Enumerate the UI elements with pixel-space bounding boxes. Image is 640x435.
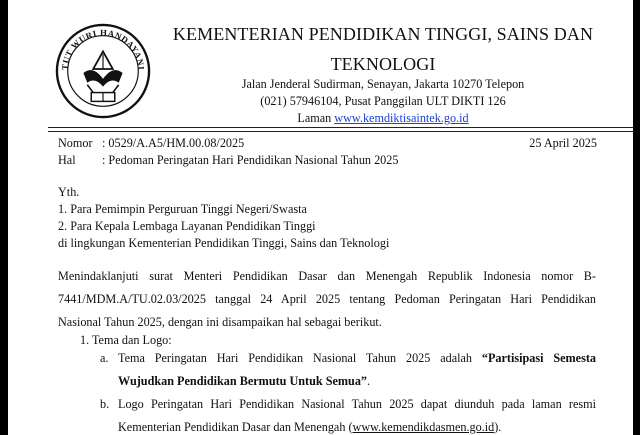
nomor-label: Nomor <box>58 136 93 150</box>
ministry-name-line2: TEKNOLOGI <box>330 54 436 74</box>
item-b-marker: b. <box>100 397 110 411</box>
recipient-line3: di lingkungan Kementerian Pendidikan Tinggi, Sains dan Teknologi <box>58 236 390 250</box>
address-line2: (021) 57946104, Pusat Panggilan ULT DIKTI 126 <box>260 94 506 108</box>
header-divider-thin <box>48 131 633 132</box>
item-a-line1-bold: “Partisipasi Semesta <box>481 351 596 365</box>
item-b-line2-suffix: ). <box>494 420 502 434</box>
item-a-text <box>118 347 596 393</box>
header-divider-thick <box>48 127 633 128</box>
meta-hal-row <box>58 152 597 169</box>
item-a-line2 <box>118 370 596 393</box>
item-b-line2 <box>118 416 596 435</box>
hal-value: : Pedoman Peringatan Hari Pendidikan Nasional Tahun 2025 <box>102 153 399 167</box>
item-a-line1-prefix: Tema Peringatan Hari Pendidikan Nasional Tahun 2025 adalah <box>118 351 482 365</box>
section-theme-logo-heading: 1. Tema dan Logo: <box>80 333 172 347</box>
item-a-line1 <box>118 347 596 370</box>
ministry-name-line1: KEMENTERIAN PENDIDIKAN TINGGI, SAINS DAN <box>172 24 594 44</box>
website-prefix: Laman <box>297 111 335 125</box>
intro-paragraph <box>58 265 596 334</box>
letter-date: 25 April 2025 <box>529 136 597 150</box>
ministry-name <box>158 20 608 78</box>
item-b-text <box>118 393 596 435</box>
item-a-line2-bold: Wujudkan Pendidikan Bermutu Untuk Semua” <box>118 374 368 388</box>
tut-wuri-handayani-logo-icon <box>54 22 152 120</box>
ministry-address <box>158 76 608 127</box>
website-link[interactable]: www.kemdiktisaintek.go.id <box>334 111 469 125</box>
svg-text:TUT WURI HANDAYANI: TUT WURI HANDAYANI <box>59 27 147 71</box>
item-a-marker: a. <box>100 351 109 365</box>
letter-page <box>8 0 633 435</box>
para-line3: Nasional Tahun 2025, dengan ini disampaikan hal sebagai berikut. <box>58 315 382 329</box>
recipient-line2: 2. Para Kepala Lembaga Layanan Pendidikan Tinggi <box>58 219 316 233</box>
recipient-line1: 1. Para Pemimpin Perguruan Tinggi Negeri/Swasta <box>58 202 307 216</box>
item-b-line2-prefix: Kementerian Pendidikan Dasar dan Menengah ( <box>118 420 353 434</box>
para-line2: 7441/MDM.A/TU.02.03/2025 tanggal 24 April 2025 tentang Pedoman Peringatan Hari Pendidikan <box>58 292 596 306</box>
hal-label: Hal <box>58 153 76 167</box>
meta-nomor-row <box>58 135 597 152</box>
address-line1: Jalan Jenderal Sudirman, Senayan, Jakarta 10270 Telepon <box>241 77 525 91</box>
recipients-greeting: Yth. <box>58 185 80 199</box>
kemendikdasmen-link[interactable]: www.kemendikdasmen.go.id <box>352 420 495 434</box>
item-b-line1: Logo Peringatan Hari Pendidikan Nasional Tahun 2025 dapat diunduh pada laman resmi <box>118 397 596 411</box>
recipients-block <box>58 184 597 252</box>
address-line3 <box>158 110 608 127</box>
nomor-value: : 0529/A.A5/HM.00.08/2025 <box>102 136 245 150</box>
item-a-line2-suffix: . <box>367 374 371 388</box>
para-line1: Menindaklanjuti surat Menteri Pendidikan Dasar dan Menengah Republik Indonesia nomor B- <box>58 269 596 283</box>
